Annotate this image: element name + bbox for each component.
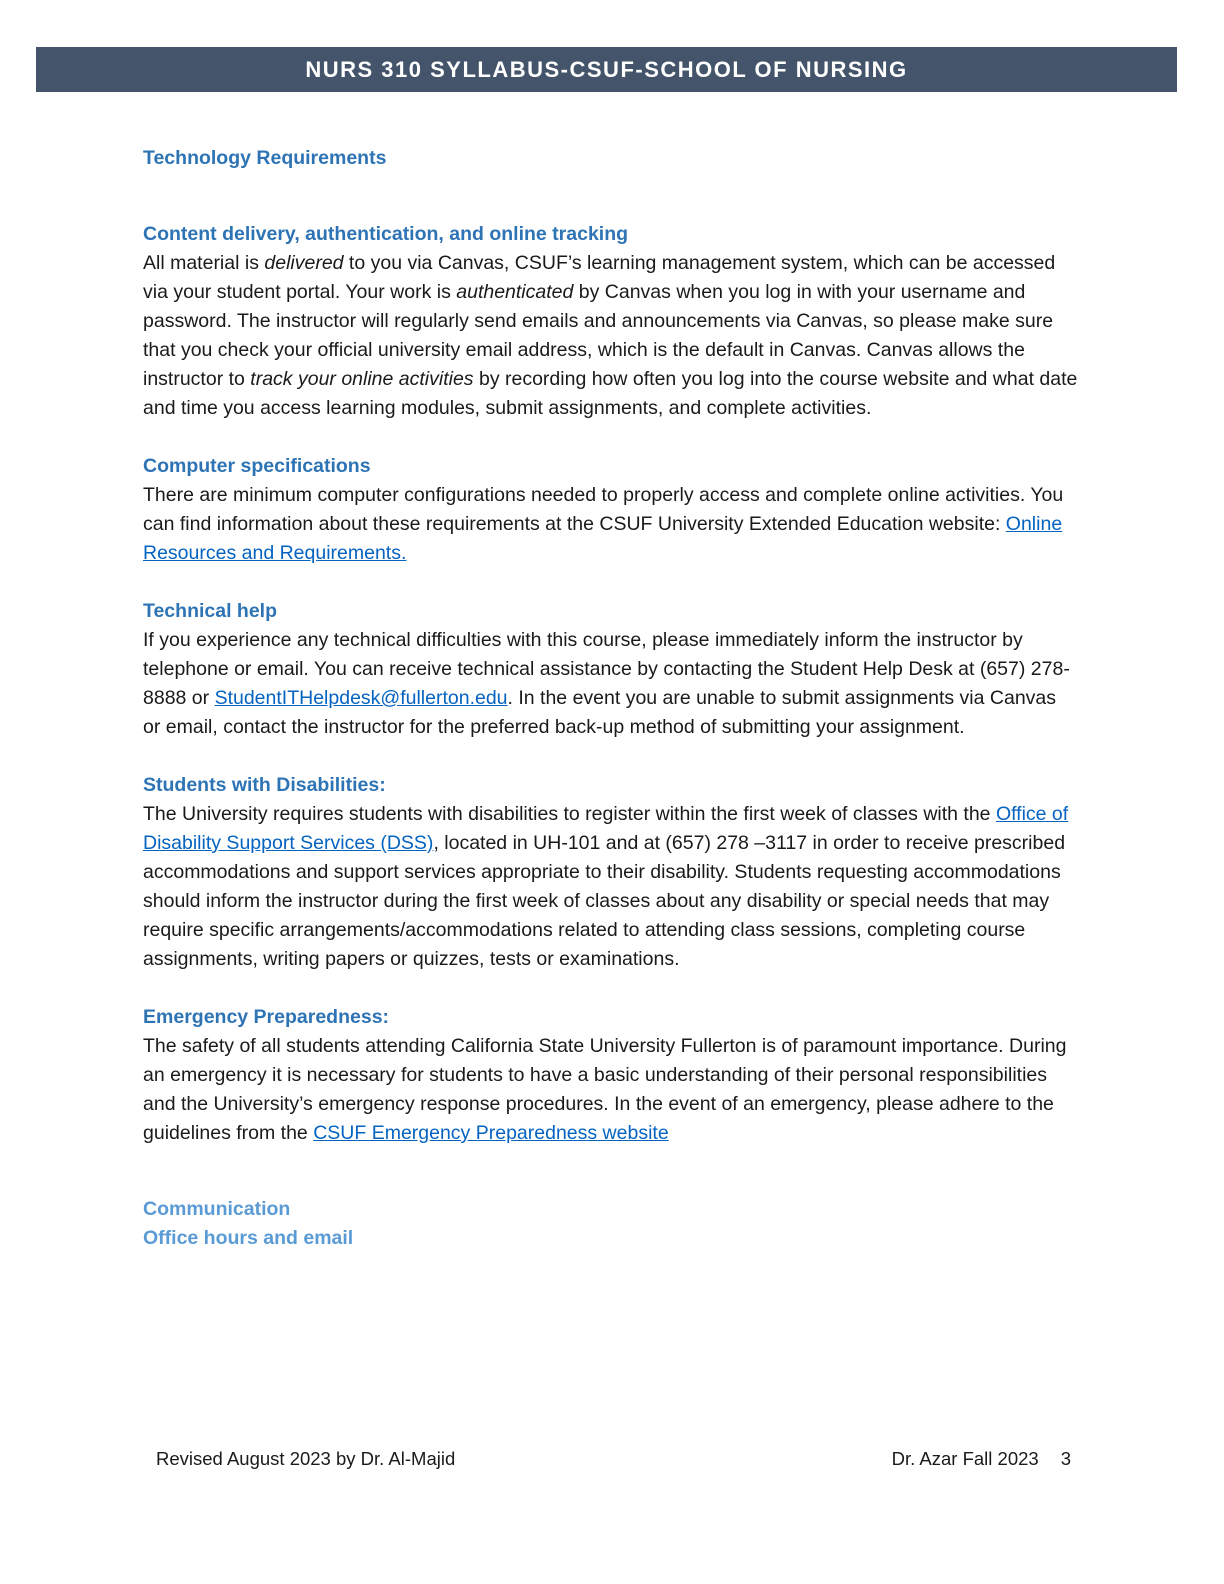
text-run: to you via Canvas, CSUF’s learning management system, which can be accessed via your student portal. Your work is xyxy=(143,252,1056,303)
emphasis-text: track your online activities xyxy=(250,368,474,390)
emergency-preparedness-paragraph xyxy=(143,1032,1078,1148)
header-title: NURS 310 SYLLABUS-CSUF-SCHOOL OF NURSING xyxy=(305,57,908,82)
online-resources-link[interactable]: Online Resources and Requirements. xyxy=(143,513,1063,564)
text-run: If you experience any technical difficulties with this course, please immediately inform the instructor by telephone or email. You can receive technical assistance by contacting the Student Help Desk at (657) 278-8888 or xyxy=(143,629,1070,709)
emphasis-text: delivered xyxy=(264,252,344,274)
text-run: All material is xyxy=(143,252,265,274)
technical-help-paragraph xyxy=(143,626,1078,742)
footer-right xyxy=(892,1447,1071,1471)
page-number: 3 xyxy=(1060,1448,1071,1469)
text-run: The safety of all students attending California State University Fullerton is of paramount importance. During an emergency it is necessary for students to have a basic understanding of their personal responsibilities and the University’s emergency response procedures. In the event of an emergency, please adhere to the guidelines from the xyxy=(143,1035,1067,1144)
text-run: by recording how often you log into the course website and what date and time you access learning modules, submit assignments, and complete activities. xyxy=(143,368,1078,419)
text-run: by Canvas when you log in with your username and password. The instructor will regularly send emails and announcements via Canvas, so please make sure that you check your official university email address, which is the default in Canvas. Canvas allows the instructor to xyxy=(143,281,1054,390)
footer-revision-note: Revised August 2023 by Dr. Al-Majid xyxy=(156,1448,456,1469)
office-hours-title: Office hours and email xyxy=(143,1227,354,1249)
dss-office-link[interactable]: Office of Disability Support Services (DSS) xyxy=(143,803,1069,854)
helpdesk-email-link[interactable]: StudentITHelpdesk@fullerton.edu xyxy=(214,687,508,709)
emphasis-text: authenticated xyxy=(456,281,574,303)
computer-specifications-title: Computer specifications xyxy=(143,455,371,477)
page-header-banner xyxy=(36,47,1177,92)
page-content xyxy=(143,144,1078,1253)
text-run: . In the event you are unable to submit assignments via Canvas or email, contact the instructor for the preferred back-up method of submitting your assignment. xyxy=(143,687,1057,738)
content-delivery-title: Content delivery, authentication, and online tracking xyxy=(143,223,629,245)
disabilities-paragraph xyxy=(143,800,1078,974)
text-run: The University requires students with disabilities to register within the first week of classes with the xyxy=(143,803,996,825)
text-run: , located in UH-101 and at (657) 278 –3117 in order to receive prescribed accommodations and support services appropriate to their disability. Students requesting accommodations should inform the instructor during the first week of classes about any disability or special needs that may require specific arrangements/accommodations related to attending class sessions, completing course assignments, writing papers or quizzes, tests or examinations. xyxy=(143,832,1066,970)
footer-instructor-term: Dr. Azar Fall 2023 xyxy=(891,1448,1039,1469)
page-footer xyxy=(156,1447,1071,1471)
disabilities-title: Students with Disabilities: xyxy=(143,774,386,796)
technical-help-title: Technical help xyxy=(143,600,278,622)
technology-requirements-title: Technology Requirements xyxy=(143,147,387,169)
text-run: There are minimum computer configurations needed to properly access and complete online activities. You can find information about these requirements at the CSUF University Extended Education website: xyxy=(143,484,1064,535)
emergency-preparedness-title: Emergency Preparedness: xyxy=(143,1006,390,1028)
computer-specifications-paragraph xyxy=(143,481,1078,568)
communication-title: Communication xyxy=(143,1198,291,1220)
content-delivery-paragraph xyxy=(143,249,1078,423)
emergency-preparedness-link[interactable]: CSUF Emergency Preparedness website xyxy=(313,1122,669,1144)
